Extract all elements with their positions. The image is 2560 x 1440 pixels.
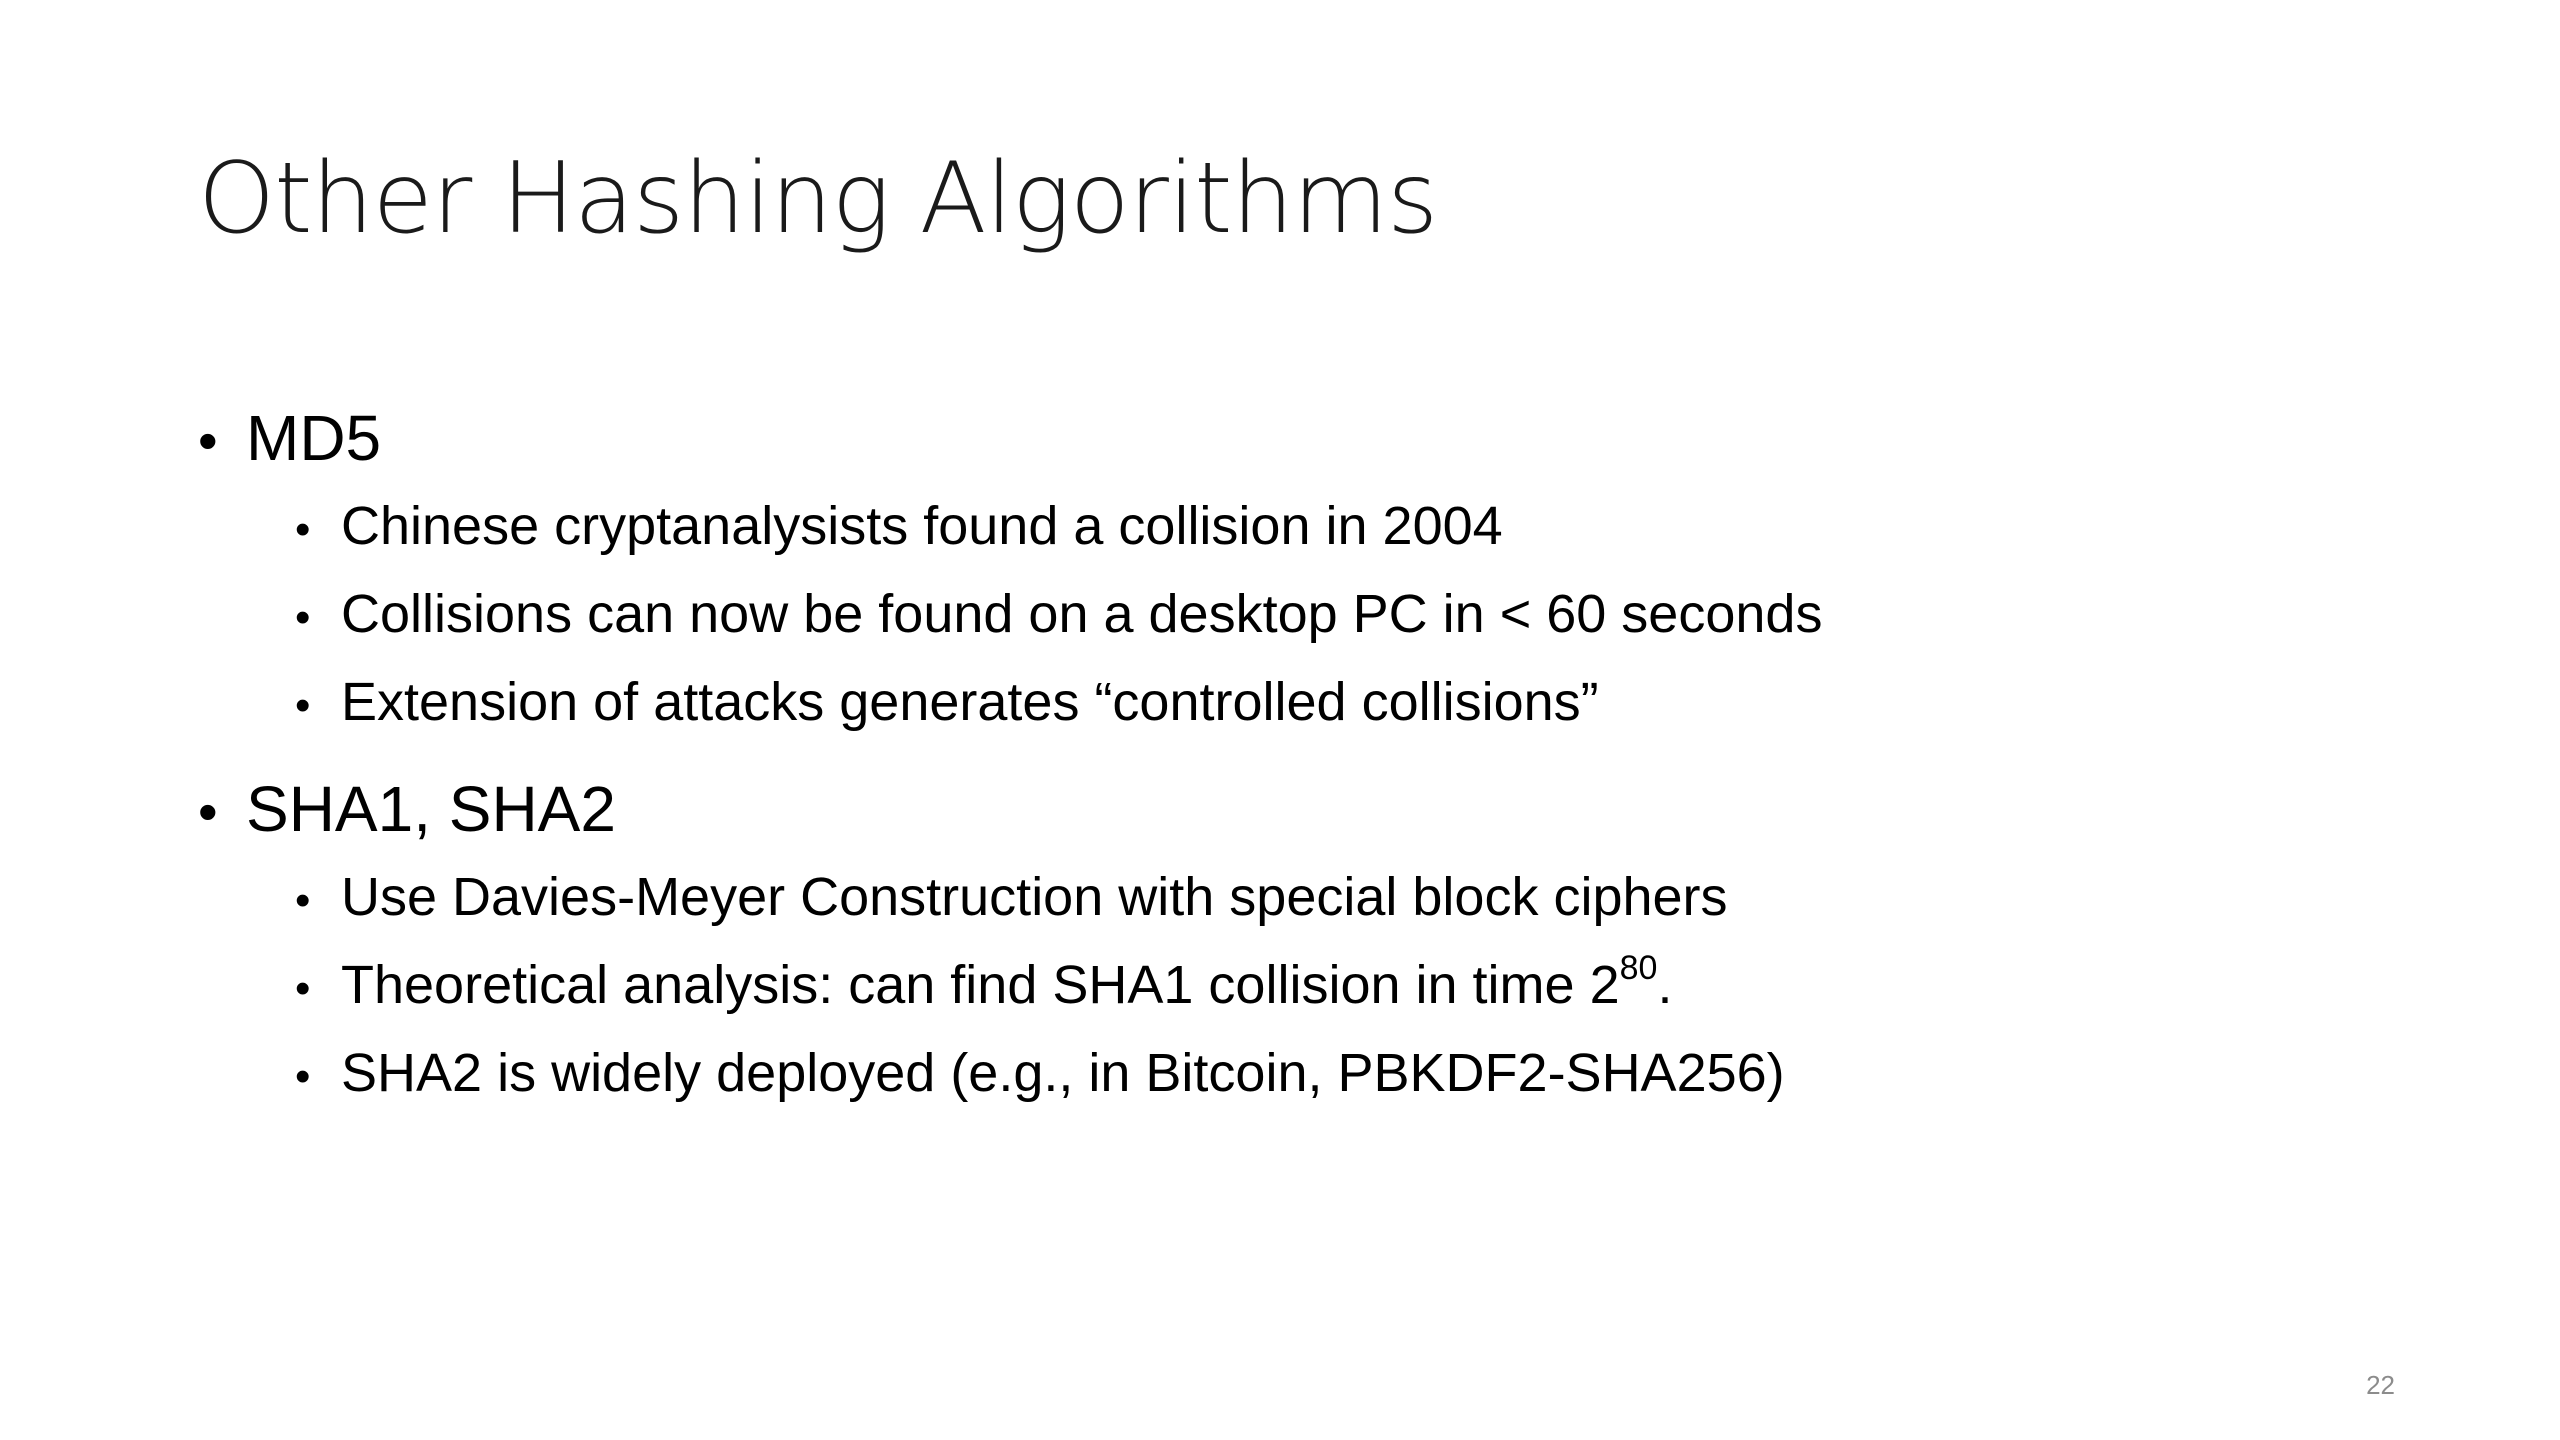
sub-bullet-item [295,572,2398,660]
sub-bullet-text: Chinese cryptanalysists found a collision in 2004 [341,496,1503,556]
sub-bullet-list [295,484,2398,748]
sub-bullet-item [295,943,2398,1031]
sub-bullet-item [295,855,2398,943]
bullet-marker: • [295,964,311,1013]
bullet-item [198,766,2398,855]
bullet-marker: • [198,409,218,472]
bullet-list [198,395,2398,1119]
bullet-item [198,395,2398,484]
bullet-text: MD5 [246,402,382,474]
sub-bullet-item [295,660,2398,748]
sub-bullet-text: Collisions can now be found on a desktop PC in < 60 seconds [341,584,1823,644]
bullet-group-sha [198,766,2398,1119]
bullet-marker: • [198,780,218,843]
sub-bullet-list [295,855,2398,1119]
bullet-marker: • [295,593,311,642]
bullet-marker: • [295,1052,311,1101]
sub-bullet-text: Use Davies-Meyer Construction with special block ciphers [341,867,1728,927]
sub-bullet-text: SHA2 is widely deployed (e.g., in Bitcoin, PBKDF2-SHA256) [341,1043,1785,1103]
sub-bullet-text-main: Theoretical analysis: can find SHA1 collision in time 2 [341,955,1620,1015]
bullet-marker: • [295,876,311,925]
sub-bullet-text: Extension of attacks generates “controlled collisions” [341,672,1599,732]
page-number: 22 [2366,1370,2395,1400]
sub-bullet-text [341,943,1672,1027]
bullet-marker: • [295,505,311,554]
slide-title: Other Hashing Algorithms [198,142,1438,256]
sub-bullet-item [295,1031,2398,1119]
sub-bullet-item [295,484,2398,572]
sub-bullet-text-suffix: . [1657,955,1673,1015]
bullet-text: SHA1, SHA2 [246,773,616,845]
exponent-superscript: 80 [1619,949,1658,987]
bullet-group-md5 [198,395,2398,748]
bullet-marker: • [295,681,311,730]
